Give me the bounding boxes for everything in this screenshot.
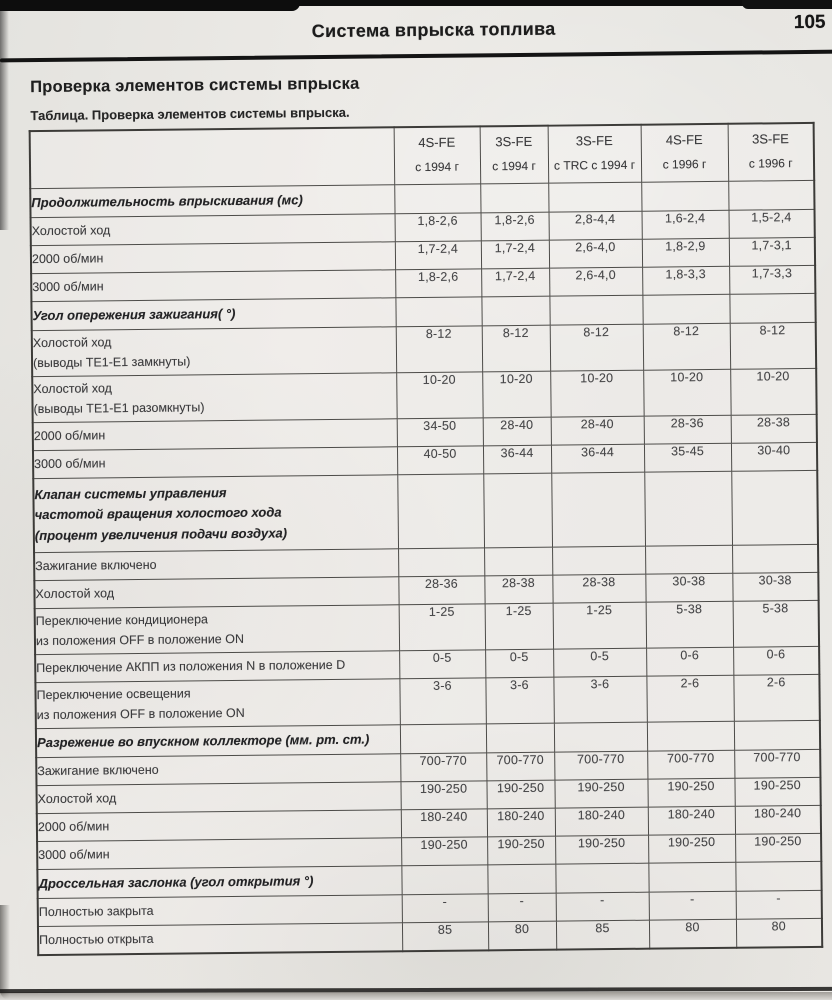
table-row xyxy=(35,674,819,728)
value-cell: 35-45 xyxy=(644,443,731,472)
value-cell: - xyxy=(488,893,556,922)
value-cell: - xyxy=(556,892,649,921)
value-cell: 190-250 xyxy=(400,781,486,810)
value-cell: 0-5 xyxy=(399,650,485,679)
value-cell: 10-20 xyxy=(396,372,482,419)
spec-table xyxy=(29,122,824,956)
value-cell: 1,7-2,4 xyxy=(481,268,549,297)
value-cell: 700-770 xyxy=(734,749,820,778)
value-cell: 1,8-2,6 xyxy=(395,213,481,242)
value-cell: 3-6 xyxy=(399,678,485,725)
scan-edge-left-bottom xyxy=(0,905,10,1000)
value-cell xyxy=(401,865,487,895)
value-cell xyxy=(729,293,815,323)
value-cell xyxy=(644,471,732,546)
col-header-model: 3S-FE xyxy=(575,133,613,149)
value-cell: 180-240 xyxy=(487,808,555,837)
col-header-cell xyxy=(480,126,549,184)
value-cell: 1,8-2,9 xyxy=(642,238,729,267)
value-cell: 80 xyxy=(649,919,736,948)
value-cell: 3-6 xyxy=(485,677,553,724)
col-header-year: с 1994 г xyxy=(415,159,459,175)
row-label: Холостой ход xyxy=(31,214,395,246)
value-cell: 2,6-4,0 xyxy=(549,239,642,268)
row-label: Зажигание включено xyxy=(34,549,398,581)
row-label: 3000 об/мин xyxy=(37,838,401,870)
value-cell: 28-38 xyxy=(731,414,817,443)
value-cell xyxy=(400,724,486,754)
value-cell: 8-12 xyxy=(730,322,816,369)
table-row xyxy=(32,322,816,376)
col-header-model: 4S-FE xyxy=(665,132,703,148)
row-label: Дроссельная заслонка (угол открытия °) xyxy=(37,866,401,899)
row-label: 2000 об/мин xyxy=(31,242,395,274)
value-cell xyxy=(395,297,481,327)
value-cell: 190-250 xyxy=(554,779,647,808)
row-label: Переключение кондиционера из положения OFF в положение ON xyxy=(35,605,399,655)
value-cell: 180-240 xyxy=(648,806,735,835)
value-cell xyxy=(481,296,549,326)
value-cell: 80 xyxy=(488,921,556,950)
value-cell: - xyxy=(649,891,736,920)
value-cell: 1-25 xyxy=(399,604,485,651)
table-row xyxy=(32,368,816,422)
col-header-cell xyxy=(548,125,642,183)
value-cell xyxy=(548,182,641,212)
value-cell: 8-12 xyxy=(550,324,643,371)
value-cell xyxy=(728,180,814,210)
value-cell: 1-25 xyxy=(553,602,646,649)
value-cell: 700-770 xyxy=(400,753,486,782)
value-cell: 190-250 xyxy=(555,835,648,864)
value-cell: 190-250 xyxy=(486,780,554,809)
value-cell: 28-38 xyxy=(484,575,552,604)
value-cell xyxy=(648,862,735,892)
value-cell: 10-20 xyxy=(730,368,816,415)
value-cell: 10-20 xyxy=(482,371,550,418)
col-header-year: с 1996 г xyxy=(662,157,707,172)
scan-edge-top xyxy=(0,0,832,6)
value-cell xyxy=(486,723,554,753)
value-cell: 30-40 xyxy=(731,442,817,471)
value-cell xyxy=(734,720,820,750)
col-header-model: 3S-FE xyxy=(495,133,533,150)
value-cell xyxy=(549,295,642,325)
value-cell: 700-770 xyxy=(554,751,647,780)
header-rule xyxy=(0,50,832,63)
value-cell: 28-40 xyxy=(483,417,551,446)
value-cell: 85 xyxy=(402,922,488,951)
value-cell: 30-38 xyxy=(732,572,818,601)
corner-cell xyxy=(30,127,395,188)
value-cell: 36-44 xyxy=(551,444,644,473)
row-label: Холостой ход xyxy=(34,577,398,609)
scan-edge-bottom-shadow xyxy=(0,992,832,1000)
value-cell: 190-250 xyxy=(487,836,555,865)
value-cell: 8-12 xyxy=(643,323,730,370)
value-cell xyxy=(641,181,728,211)
value-cell: 5-38 xyxy=(733,600,819,647)
value-cell: 10-20 xyxy=(550,370,643,417)
row-label: Продолжительность впрыскивания (мс) xyxy=(30,185,394,218)
page-number: 105 xyxy=(793,11,826,34)
row-label: 2000 об/мин xyxy=(37,810,401,842)
page-header-title: Система впрыска топлива xyxy=(311,18,556,42)
row-label: Угол опережения зажигания( °) xyxy=(31,298,395,331)
value-cell: 8-12 xyxy=(396,326,482,373)
value-cell: 180-240 xyxy=(555,807,648,836)
value-cell xyxy=(394,184,480,214)
value-cell xyxy=(487,864,555,894)
value-cell xyxy=(480,183,548,213)
row-label: 3000 об/мин xyxy=(31,270,395,302)
row-label: 3000 об/мин xyxy=(33,447,397,479)
value-cell xyxy=(647,721,734,751)
value-cell: 30-38 xyxy=(645,573,732,602)
row-label: Переключение АКПП из положения N в положение D xyxy=(35,651,399,683)
col-header-year: с 1994 г xyxy=(492,158,536,174)
value-cell: 40-50 xyxy=(397,446,483,475)
value-cell: 700-770 xyxy=(647,750,734,779)
scan-edge-left xyxy=(0,0,9,230)
row-label: Холостой ход (выводы TE1-E1 разомкнуты) xyxy=(32,373,396,423)
row-label: 2000 об/мин xyxy=(33,419,397,451)
value-cell: 190-250 xyxy=(648,834,735,863)
value-cell: 1,5-2,4 xyxy=(729,209,815,238)
col-header-cell xyxy=(641,124,729,182)
row-label: Полностью закрыта xyxy=(38,895,402,927)
value-cell: 190-250 xyxy=(735,833,821,862)
col-header-model: 3S-FE xyxy=(752,131,790,147)
value-cell: 28-38 xyxy=(552,574,645,603)
section-header-row xyxy=(33,470,818,552)
value-cell: 80 xyxy=(736,918,822,947)
page-header xyxy=(27,8,832,53)
value-cell: 1,8-2,6 xyxy=(481,212,549,241)
value-cell: - xyxy=(402,894,488,923)
value-cell: 3-6 xyxy=(553,676,646,723)
value-cell: 0-6 xyxy=(733,646,819,675)
col-header-cell xyxy=(728,123,815,181)
value-cell xyxy=(642,294,729,324)
col-header-model: 4S-FE xyxy=(418,134,456,151)
row-label: Зажигание включено xyxy=(36,754,400,786)
value-cell: 1,7-2,4 xyxy=(481,240,549,269)
table-body xyxy=(30,180,822,955)
value-cell xyxy=(552,546,645,575)
section-title: Проверка элементов системы впрыска xyxy=(30,74,360,97)
value-cell: 34-50 xyxy=(397,418,483,447)
row-label: Клапан системы управления частотой вращения холостого хода (процент увеличения подачи воздуха) xyxy=(33,475,398,553)
value-cell: 1,8-2,6 xyxy=(395,269,481,298)
table-row xyxy=(35,600,819,654)
value-cell: 0-5 xyxy=(485,649,553,678)
value-cell: 5-38 xyxy=(646,601,733,648)
value-cell: 1-25 xyxy=(485,603,553,650)
value-cell: 0-5 xyxy=(553,648,646,677)
table-head xyxy=(30,123,815,189)
value-cell xyxy=(397,474,484,549)
value-cell: 28-36 xyxy=(644,415,731,444)
row-label: Холостой ход (выводы TE1-E1 замкнуты) xyxy=(32,327,396,377)
value-cell: 36-44 xyxy=(483,445,551,474)
row-label: Разрежение во впускном коллекторе (мм. рт. ст.) xyxy=(36,725,400,758)
value-cell: 190-250 xyxy=(734,777,820,806)
value-cell xyxy=(732,544,818,573)
value-cell xyxy=(731,470,818,545)
value-cell: 2,8-4,4 xyxy=(549,211,642,240)
row-label: Полностью открыта xyxy=(38,923,402,955)
value-cell: 28-36 xyxy=(398,576,484,605)
col-header-cell xyxy=(394,126,481,184)
page-content xyxy=(0,2,832,957)
value-cell: 1,7-2,4 xyxy=(395,241,481,270)
value-cell: 1,8-3,3 xyxy=(642,266,729,295)
value-cell: 10-20 xyxy=(643,369,730,416)
value-cell xyxy=(551,472,645,547)
value-cell: 700-770 xyxy=(486,752,554,781)
value-cell xyxy=(735,861,821,891)
value-cell xyxy=(398,548,484,577)
col-header-year: с TRC с 1994 г xyxy=(553,157,636,173)
value-cell xyxy=(483,473,552,548)
value-cell: 2-6 xyxy=(733,674,819,721)
column-header-row xyxy=(30,123,815,189)
value-cell xyxy=(484,547,552,576)
value-cell: 8-12 xyxy=(482,325,550,372)
value-cell: 0-6 xyxy=(646,647,733,676)
value-cell: 190-250 xyxy=(647,778,734,807)
value-cell: 1,7-3,1 xyxy=(729,237,815,266)
value-cell: 190-250 xyxy=(401,837,487,866)
value-cell: 28-40 xyxy=(551,416,644,445)
value-cell xyxy=(554,722,647,752)
value-cell: 180-240 xyxy=(401,809,487,838)
col-header-year: с 1996 г xyxy=(748,156,793,171)
value-cell xyxy=(645,545,732,574)
value-cell: 1,7-3,3 xyxy=(729,265,815,294)
table-caption: Таблица. Проверка элементов системы впрыска. xyxy=(30,104,350,124)
row-label: Холостой ход xyxy=(36,782,400,814)
value-cell: 180-240 xyxy=(735,805,821,834)
value-cell: 2-6 xyxy=(646,675,733,722)
value-cell: 1,6-2,4 xyxy=(642,210,729,239)
value-cell: 85 xyxy=(556,920,649,949)
value-cell xyxy=(555,863,648,893)
value-cell: - xyxy=(736,890,822,919)
row-label: Переключение освещения из положения OFF в положение ON xyxy=(35,679,399,729)
value-cell: 2,6-4,0 xyxy=(549,267,642,296)
